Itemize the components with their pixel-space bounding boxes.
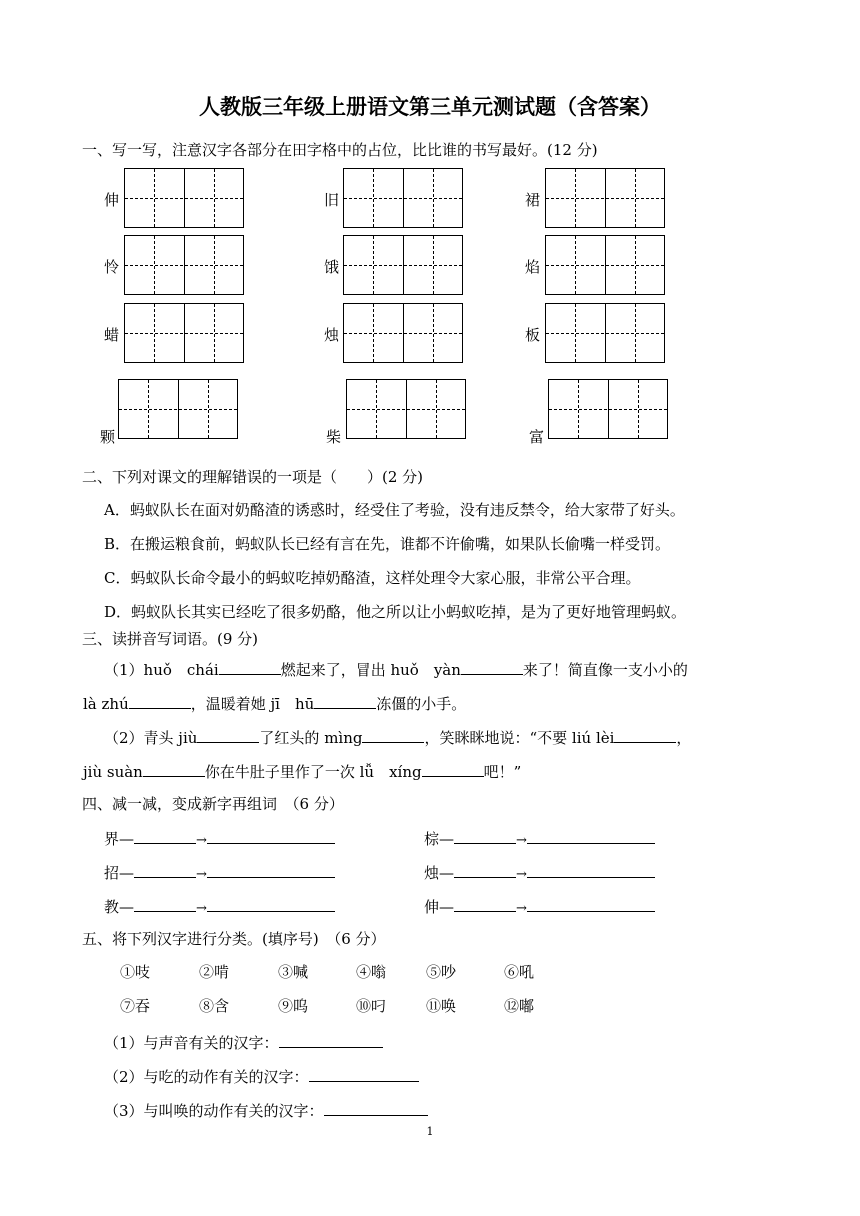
char-option: ③喊 — [278, 963, 309, 981]
grid-char-label: 颗 — [100, 428, 116, 446]
grid-char-label: 烛 — [324, 326, 340, 344]
q4-item — [424, 827, 655, 849]
grid-char-label: 富 — [529, 428, 545, 446]
answer-blank[interactable] — [207, 895, 335, 912]
q3-line — [83, 692, 466, 714]
q4-heading: 四、减一减，变成新字再组词 （6 分） — [82, 795, 344, 813]
writing-grid[interactable] — [124, 235, 244, 295]
answer-blank[interactable] — [454, 895, 516, 912]
q2-option-b[interactable]: B．在搬运粮食前，蚂蚁队长已经有言在先，谁都不许偷嘴，如果队长偷嘴一样受罚。 — [104, 535, 671, 553]
char-option: ①吱 — [120, 963, 151, 981]
grid-char-label: 饿 — [324, 258, 340, 276]
q5-heading: 五、将下列汉字进行分类。(填序号) （6 分） — [82, 930, 386, 948]
char-option: ⑥吼 — [504, 963, 535, 981]
arrow-icon: → — [196, 867, 207, 882]
arrow-icon: → — [516, 833, 527, 848]
q5-sub — [104, 1031, 383, 1053]
grid-char-label: 旧 — [324, 191, 340, 209]
grid-char-label: 裙 — [525, 191, 541, 209]
answer-blank[interactable] — [314, 692, 376, 709]
answer-blank[interactable] — [527, 895, 655, 912]
q3-text: 你在牛肚子里作了一次 lǚ xíng — [204, 763, 422, 781]
answer-blank[interactable] — [129, 692, 191, 709]
answer-blank[interactable] — [197, 726, 259, 743]
q5-sub-label: （2）与吃的动作有关的汉字： — [104, 1068, 309, 1086]
q2-option-a[interactable]: A．蚂蚁队长在面对奶酪渣的诱惑时，经受住了考验，没有违反禁令，给大家带了好头。 — [104, 501, 685, 519]
answer-blank[interactable] — [143, 760, 205, 777]
q2-option-c[interactable]: C．蚂蚁队长命令最小的蚂蚁吃掉奶酪渣，这样处理令大家心服，非常公平合理。 — [104, 569, 641, 587]
q5-sub-label: （1）与声音有关的汉字： — [104, 1034, 279, 1052]
q4-char: 教— — [104, 898, 135, 916]
q5-sub — [104, 1065, 419, 1087]
q4-char: 烛— — [424, 864, 455, 882]
answer-blank[interactable] — [461, 658, 523, 675]
writing-grid[interactable] — [545, 235, 665, 295]
q3-text: ， — [676, 729, 692, 747]
answer-blank[interactable] — [362, 726, 424, 743]
answer-blank[interactable] — [454, 827, 516, 844]
q3-text: là zhú — [83, 695, 129, 713]
char-option: ⑨呜 — [278, 997, 309, 1015]
q3-text: （1）huǒ chái — [104, 661, 219, 679]
grid-char-label: 伸 — [104, 191, 120, 209]
writing-grid[interactable] — [343, 235, 463, 295]
writing-grid[interactable] — [124, 168, 244, 228]
q2-heading: 二、下列对课文的理解错误的一项是（ ）(2 分) — [82, 468, 424, 486]
page-number: 1 — [426, 1125, 434, 1138]
answer-blank[interactable] — [134, 895, 196, 912]
q3-text: 了红头的 mìng — [259, 729, 363, 747]
q4-char: 伸— — [424, 898, 455, 916]
answer-blank[interactable] — [134, 861, 196, 878]
q3-text: 冻僵的小手。 — [376, 695, 467, 713]
char-option: ⑩叼 — [356, 997, 387, 1015]
q4-item — [104, 861, 335, 883]
writing-grid[interactable] — [343, 168, 463, 228]
char-option: ④嗡 — [356, 963, 387, 981]
q3-text: ，笑眯眯地说：“不要 liú lèi — [424, 729, 615, 747]
writing-grid[interactable] — [124, 303, 244, 363]
q3-heading: 三、读拼音写词语。(9 分) — [82, 630, 259, 648]
answer-blank[interactable] — [207, 827, 335, 844]
q4-item — [104, 895, 335, 917]
page-title: 人教版三年级上册语文第三单元测试题（含答案） — [199, 95, 661, 119]
grid-char-label: 蜡 — [104, 326, 120, 344]
q3-text: ，温暖着她 jī hū — [190, 695, 315, 713]
writing-grid[interactable] — [346, 379, 466, 439]
answer-blank[interactable] — [614, 726, 676, 743]
char-option: ②啃 — [199, 963, 230, 981]
q4-item — [424, 895, 655, 917]
arrow-icon: → — [516, 867, 527, 882]
answer-blank[interactable] — [279, 1031, 383, 1048]
answer-blank[interactable] — [219, 658, 281, 675]
grid-char-label: 柴 — [326, 428, 342, 446]
q3-text: 吧！” — [483, 763, 522, 781]
q1-heading: 一、写一写，注意汉字各部分在田字格中的占位，比比谁的书写最好。(12 分) — [82, 141, 598, 159]
char-option: ⑧含 — [199, 997, 230, 1015]
char-option: ⑦吞 — [120, 997, 151, 1015]
writing-grid[interactable] — [548, 379, 668, 439]
answer-blank[interactable] — [527, 861, 655, 878]
q4-item — [104, 827, 335, 849]
q3-text: 来了！简直像一支小小的 — [522, 661, 688, 679]
writing-grid[interactable] — [118, 379, 238, 439]
answer-blank[interactable] — [207, 861, 335, 878]
q4-item — [424, 861, 655, 883]
grid-char-label: 怜 — [104, 258, 120, 276]
writing-grid[interactable] — [343, 303, 463, 363]
writing-grid[interactable] — [545, 303, 665, 363]
q3-line — [104, 726, 691, 748]
arrow-icon: → — [196, 833, 207, 848]
q5-sub-label: （3）与叫唤的动作有关的汉字： — [104, 1102, 324, 1120]
q3-text: （2）青头 jiù — [104, 729, 198, 747]
q5-sub — [104, 1099, 428, 1121]
q3-text: jiù suàn — [83, 763, 143, 781]
arrow-icon: → — [516, 901, 527, 916]
answer-blank[interactable] — [324, 1099, 428, 1116]
q3-text: 燃起来了，冒出 huǒ yàn — [280, 661, 461, 679]
q3-line — [104, 658, 688, 680]
answer-blank[interactable] — [454, 861, 516, 878]
answer-blank[interactable] — [309, 1065, 419, 1082]
answer-blank[interactable] — [134, 827, 196, 844]
q3-line — [83, 760, 521, 782]
answer-blank[interactable] — [422, 760, 484, 777]
answer-blank[interactable] — [527, 827, 655, 844]
grid-char-label: 焰 — [525, 258, 541, 276]
arrow-icon: → — [196, 901, 207, 916]
grid-char-label: 板 — [525, 326, 541, 344]
char-option: ⑪唤 — [426, 997, 457, 1015]
writing-grid[interactable] — [545, 168, 665, 228]
char-option: ⑤吵 — [426, 963, 457, 981]
q4-char: 棕— — [424, 830, 455, 848]
char-option: ⑫嘟 — [504, 997, 535, 1015]
q4-char: 招— — [104, 864, 135, 882]
q4-char: 界— — [104, 830, 135, 848]
q2-option-d[interactable]: D．蚂蚁队长其实已经吃了很多奶酪，他之所以让小蚂蚁吃掉，是为了更好地管理蚂蚁。 — [104, 603, 687, 621]
